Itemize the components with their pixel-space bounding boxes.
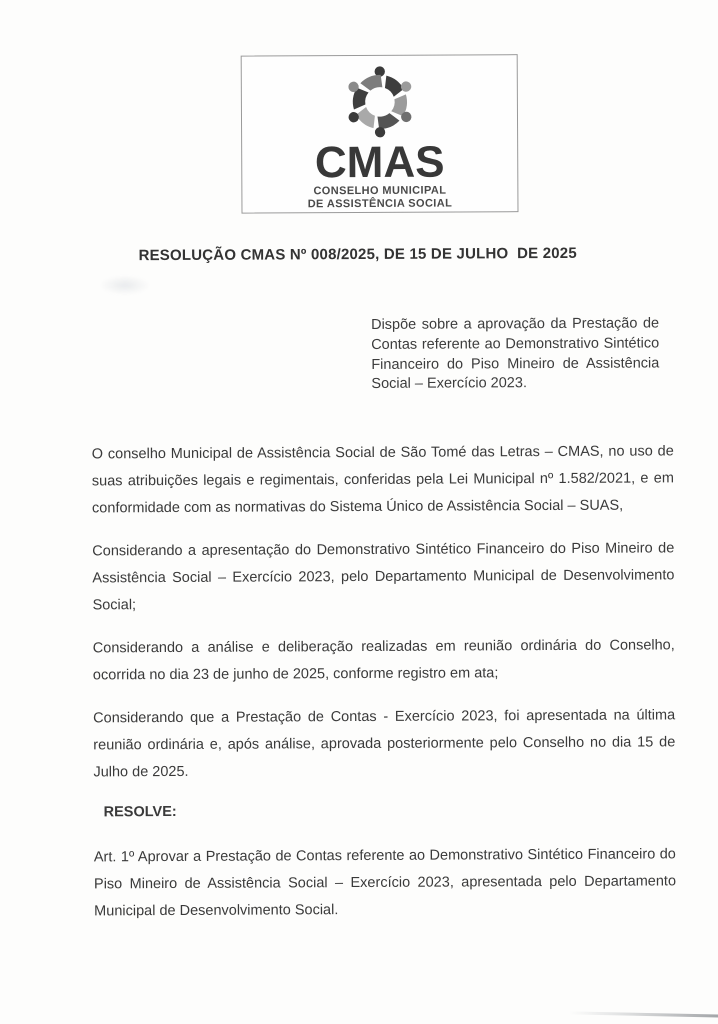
considering-paragraph-3: Considerando que a Prestação de Contas - Exercício 2023, foi apresentada na última reunião ordinária e, após análise, aprovada posteriormente pelo Conselho no dia 15 de Julho de 2025. — [93, 707, 676, 781]
considering-paragraph-1: Considerando a apresentação do Demonstrativo Sintético Financeiro do Piso Mineiro de Assistência Social – Exercício 2023, pelo Departamento Municipal de Desenvolvimento Social; — [92, 540, 675, 614]
preamble-paragraph: O conselho Municipal de Assistência Social de São Tomé das Letras – CMAS, no uso de suas atribuições legais e regimentais, conferidas pela Lei Municipal nº 1.582/2021, e em conformidade com as normativas do Sistema Único de Assistência Social – SUAS, — [91, 443, 674, 517]
logo-subtitle-line1: CONSELHO MUNICIPAL — [313, 184, 447, 198]
considering-paragraph-2: Considerando a análise e deliberação realizadas em reunião ordinária do Conselho, ocorrida no dia 23 de junho de 2025, conforme registro em ata; — [92, 637, 675, 684]
resolve-heading: RESOLVE: — [103, 803, 177, 821]
document-body — [92, 438, 677, 941]
logo-box — [241, 54, 519, 213]
article-1-paragraph: Art. 1º Aprovar a Prestação de Contas referente ao Demonstrativo Sintético Financeiro do Piso Mineiro de Assistência Social – Exercício 2023, apresentada pelo Departamento Municipal de Desenvolvimento Social. — [93, 846, 677, 920]
scan-smudge-artifact — [99, 275, 151, 295]
logo-acronym: CMAS — [314, 137, 445, 188]
people-circle-icon — [338, 61, 420, 143]
document-summary: Dispõe sobre a aprovação da Prestação de Contas referente ao Demonstrativo Sintético Financeiro do Piso Mineiro de Assistência Social – Exercício 2023. — [371, 315, 660, 393]
logo-subtitle-line2: DE ASSISTÊNCIA SOCIAL — [307, 197, 453, 210]
document-title: RESOLUÇÃO CMAS Nº 008/2025, DE 15 DE JULHO DE 2025 — [138, 244, 577, 265]
